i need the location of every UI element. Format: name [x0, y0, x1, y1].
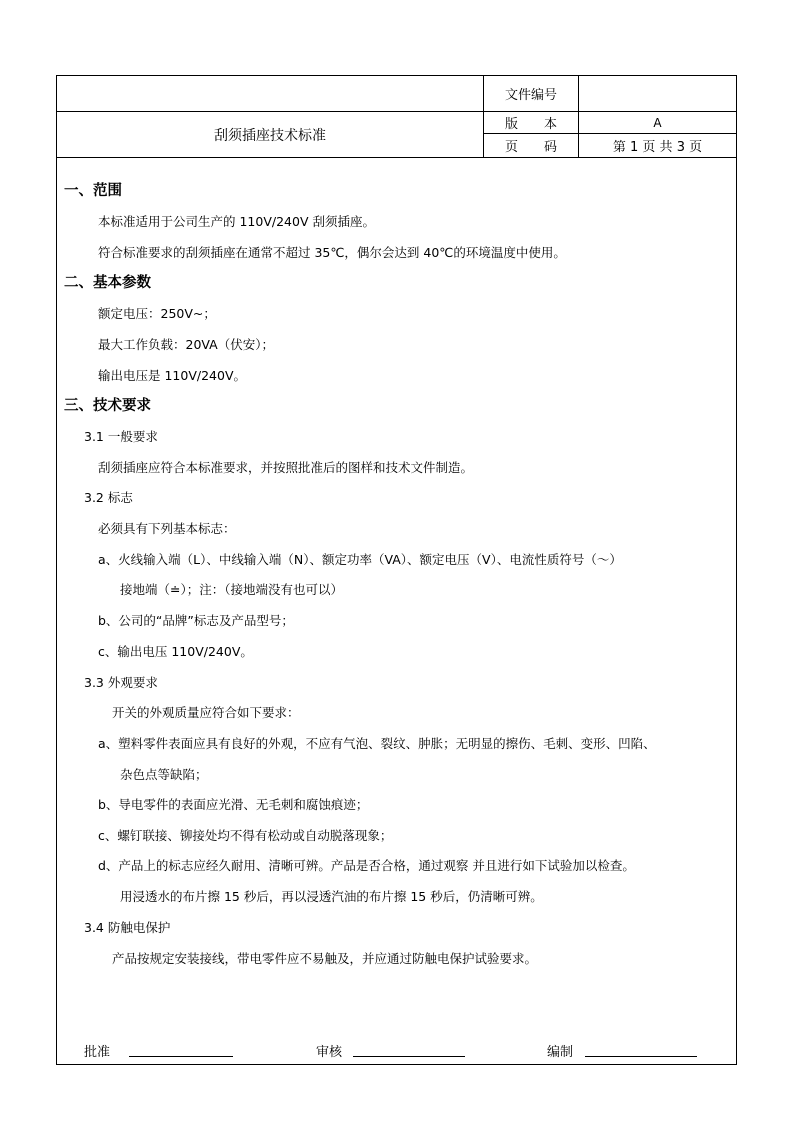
doc-number-label: 文件编号: [504, 88, 557, 103]
compile-signature-line: [585, 1056, 697, 1057]
document-title: 刮须插座技术标准: [214, 127, 326, 144]
list-item-a: a、塑料零件表面应具有良好的外观，不应有气泡、裂纹、肿胀；无明显的擦伤、毛刺、变形、凹陷、: [98, 736, 656, 751]
list-item-d-continued: 用浸透水的布片擦 15 秒后，再以浸透汽油的布片擦 15 秒后，仍清晰可辨。: [120, 889, 543, 904]
approve-label: 批准: [84, 1045, 111, 1060]
subsection-3-2-heading: 3.2 标志: [84, 490, 133, 505]
list-item-a-continued: 接地端（≐）；注：（接地端没有也可以）: [120, 582, 343, 597]
section-2-paragraph: 输出电压是 110V/240V。: [98, 368, 247, 383]
header-table: [57, 76, 736, 158]
section-2-paragraph: 额定电压：250V~；: [98, 306, 216, 321]
version-value: A: [653, 115, 662, 130]
compile-label: 编制: [547, 1045, 574, 1060]
page-value: 第 1 页 共 3 页: [612, 140, 703, 155]
approve-signature-line: [129, 1056, 233, 1057]
section-2-paragraph: 最大工作负载：20VA（伏安）；: [98, 337, 274, 352]
section-1-paragraph: 本标准适用于公司生产的 110V/240V 刮须插座。: [98, 214, 375, 229]
section-2-heading: 二、基本参数: [64, 275, 151, 291]
list-item-b: b、导电零件的表面应光滑、无毛刺和腐蚀痕迹；: [98, 797, 369, 812]
subsection-3-3-paragraph: 开关的外观质量应符合如下要求：: [112, 705, 300, 720]
list-item-b: b、公司的“品牌”标志及产品型号；: [98, 613, 294, 628]
subsection-3-4-heading: 3.4 防触电保护: [84, 920, 171, 935]
review-signature-line: [353, 1056, 465, 1057]
section-1-heading: 一、范围: [64, 183, 122, 199]
subsection-3-4-paragraph: 产品按规定安装接线，带电零件应不易触及，并应通过防触电保护试验要求。: [112, 951, 538, 966]
subsection-3-1-paragraph: 刮须插座应符合本标准要求，并按照批准后的图样和技术文件制造。: [98, 460, 474, 475]
list-item-c: c、螺钉联接、铆接处均不得有松动或自动脱落现象；: [98, 828, 393, 843]
version-label: 版 本: [504, 117, 557, 132]
list-item-a: a、火线输入端（L）、中线输入端（N）、额定功率（VA）、额定电压（V）、电流性质符号（～）: [98, 552, 622, 567]
page-label: 页 码: [504, 140, 557, 155]
subsection-3-1-heading: 3.1 一般要求: [84, 429, 158, 444]
list-item-c: c、输出电压 110V/240V。: [98, 644, 253, 659]
subsection-3-3-heading: 3.3 外观要求: [84, 675, 158, 690]
review-label: 审核: [316, 1045, 343, 1060]
section-3-heading: 三、技术要求: [64, 398, 151, 414]
subsection-3-2-paragraph: 必须具有下列基本标志：: [98, 521, 236, 536]
list-item-a-continued: 杂色点等缺陷；: [120, 767, 208, 782]
list-item-d: d、产品上的标志应经久耐用、清晰可辨。产品是否合格，通过观察 并且进行如下试验加以检查。: [98, 858, 635, 873]
section-1-paragraph: 符合标准要求的刮须插座在通常不超过 35℃，偶尔会达到 40℃的环境温度中使用。: [98, 245, 566, 260]
doc-number-value: [579, 76, 736, 111]
